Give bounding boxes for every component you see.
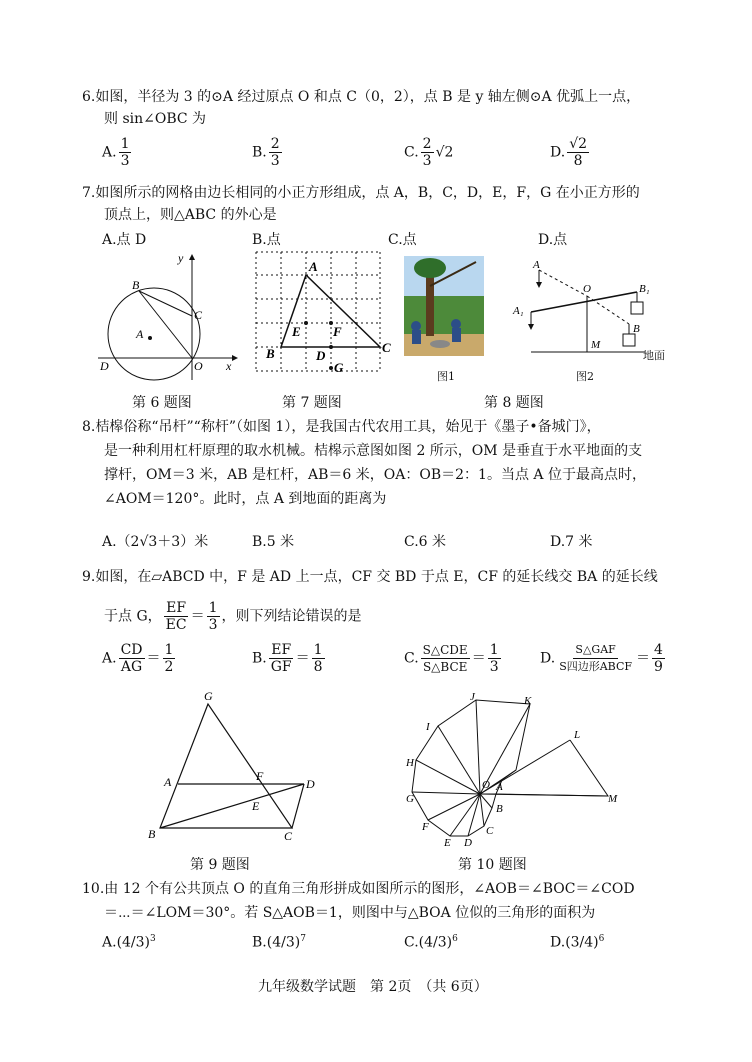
q6-option-d[interactable]: [550, 136, 591, 169]
svg-text:B: B: [496, 803, 503, 815]
figure-q9: [142, 686, 322, 842]
svg-text:L: L: [574, 729, 581, 741]
svg-text:M: M: [591, 339, 601, 351]
q8-option-c[interactable]: C.6 米: [404, 534, 447, 550]
svg-text:D: D: [306, 777, 315, 791]
numerator: 1: [208, 600, 218, 616]
svg-text:C: C: [486, 825, 494, 837]
numerator: CD: [120, 642, 143, 658]
option-label: A.: [102, 144, 117, 161]
svg-text:K: K: [524, 695, 532, 707]
caption-fig2: 图2: [576, 370, 594, 383]
svg-text:E: E: [292, 324, 301, 339]
q8-option-a[interactable]: A.（2√3＋3）米: [102, 534, 209, 550]
svg-text:O: O: [194, 359, 203, 373]
q9-option-a[interactable]: A. $\frac{CD}{AG}$ ＝ $\frac{1}{2}$: [102, 642, 174, 675]
svg-text:H: H: [406, 757, 414, 769]
numerator: 2: [422, 136, 432, 152]
option-label: C.: [404, 934, 419, 951]
svg-text:A: A: [136, 327, 144, 341]
caption-q10: 第 10 题图: [458, 857, 527, 873]
svg-text:G: G: [204, 689, 213, 703]
q8-line4: ∠AOM＝120°。此时，点 A 到地面的距离为: [104, 491, 387, 507]
svg-text:A₁: A₁: [513, 305, 524, 317]
svg-text:D: D: [100, 359, 109, 373]
svg-text:I: I: [426, 721, 430, 733]
denominator: 8: [313, 659, 323, 675]
denominator: AG: [120, 659, 143, 675]
svg-text:G: G: [406, 793, 414, 805]
svg-text:B: B: [132, 278, 140, 292]
svg-text:C: C: [382, 340, 391, 355]
figure-q6: [92, 252, 238, 382]
svg-text:B: B: [633, 323, 640, 335]
denominator: GF: [270, 659, 292, 675]
q7-option-a[interactable]: A.点 D: [102, 232, 147, 248]
svg-text:x: x: [226, 359, 232, 373]
denominator: 3: [489, 659, 499, 675]
text: 于点 G，: [104, 608, 162, 625]
q7-option-d[interactable]: D.点: [538, 232, 568, 248]
caption-q9: 第 9 题图: [190, 857, 250, 873]
figure-q7: [252, 250, 400, 382]
q8-option-d[interactable]: D.7 米: [550, 534, 593, 550]
q10-line1: 10.由 12 个有公共顶点 O 的直角三角形拼成如图所示的图形，∠AOB＝∠BOC＝∠COD: [82, 881, 635, 897]
svg-text:F: F: [333, 324, 342, 339]
svg-text:y: y: [178, 252, 184, 265]
q9-line2: 于点 G， $\frac{EF}{EC}$ ＝ $\frac{1}{3}$ ，则下列结论错误的是: [104, 600, 362, 633]
numerator: 2: [270, 136, 280, 152]
exponent: 6: [452, 934, 458, 944]
denominator: EC: [165, 617, 187, 633]
denominator: S△BCE: [422, 660, 468, 674]
svg-text:A: A: [309, 259, 318, 274]
power-base: (4/3): [266, 934, 301, 951]
svg-text:C: C: [194, 308, 203, 322]
q10-line2: ＝⋯＝∠LOM＝30°。若 S△AOB＝1，则图中与△BOA 位似的三角形的面积为: [104, 905, 596, 921]
option-label: C.: [404, 144, 419, 161]
q6-line2: 则 sin∠OBC 为: [104, 111, 207, 127]
q6-option-a[interactable]: [102, 136, 133, 169]
option-label: B.: [252, 934, 267, 951]
q6-option-c[interactable]: [404, 136, 453, 169]
svg-text:D: D: [464, 837, 472, 846]
q10-option-a[interactable]: [102, 934, 156, 951]
svg-text:O: O: [583, 283, 591, 295]
denominator: 2: [164, 659, 174, 675]
q8-line2: 是一种利用杠杆原理的取水机械。桔槔示意图如图 2 所示，OM 是垂直于水平地面的支: [104, 443, 643, 459]
svg-text:A: A: [164, 775, 172, 789]
q9-line1: 9.如图，在▱ABCD 中，F 是 AD 上一点，CF 交 BD 于点 E，CF 的延长线交 BA 的延长线: [82, 569, 658, 585]
svg-text:D: D: [316, 348, 326, 363]
q7-line2: 顶点上，则△ABC 的外心是: [104, 207, 277, 223]
numerator: 4: [654, 642, 663, 658]
numerator: EF: [166, 600, 187, 616]
q7-option-c[interactable]: C.点: [388, 232, 417, 248]
q7-line1: 7.如图所示的网格由边长相同的小正方形组成，点 A，B，C，D，E，F，G 在小正方形的: [82, 185, 640, 201]
q8-line1: 8.桔槔俗称“吊杆”“称杆”（如图 1），是我国古代农用工具，始见于《墨子•备城门》，: [82, 419, 601, 435]
power-base: (3/4): [565, 934, 599, 951]
q9-option-d[interactable]: D. $\frac{\text{S△GAF}}{\text{S四边形ABCF}}$ ＝ $\frac{4}{9}$: [540, 642, 663, 675]
radical: √2: [435, 144, 454, 161]
numerator: 1: [164, 642, 174, 658]
caption-fig1: 图1: [437, 370, 455, 383]
svg-text:B: B: [266, 346, 275, 361]
denominator: S四边形ABCF: [559, 660, 633, 673]
numerator: 1: [120, 136, 130, 152]
denominator: 8: [573, 153, 583, 169]
svg-text:B₁: B₁: [639, 283, 650, 295]
numerator: EF: [271, 642, 292, 658]
figure-q8-lever: [505, 252, 705, 370]
svg-text:E: E: [444, 837, 451, 846]
numerator: √2: [569, 136, 588, 152]
q6-line1: 6.如图，半径为 3 的⊙A 经过原点 O 和点 C（0，2），点 B 是 y 轴左侧⊙A 优弧上一点，: [82, 89, 641, 105]
denominator: 9: [654, 659, 663, 675]
svg-text:A: A: [496, 781, 503, 793]
svg-text:E: E: [252, 799, 260, 813]
option-label: A.: [102, 934, 117, 951]
denominator: 3: [120, 153, 130, 169]
caption-q6: 第 6 题图: [132, 395, 192, 411]
caption-q7: 第 7 题图: [282, 395, 342, 411]
q8-line3: 撑杆，OM＝3 米，AB 是杠杆，AB＝6 米，OA：OB＝2：1。当点 A 位于最高点时，: [104, 467, 646, 483]
option-label: B.: [252, 144, 267, 161]
figure-q8-picture: [404, 256, 484, 356]
q10-option-c[interactable]: [404, 934, 458, 951]
q9-option-b[interactable]: B. $\frac{EF}{GF}$ ＝ $\frac{1}{8}$: [252, 642, 323, 675]
q6-option-b[interactable]: [252, 136, 284, 169]
option-label: A.: [102, 650, 117, 667]
svg-text:B: B: [148, 827, 156, 841]
page-footer: 九年级数学试题 第 2页 （共 6页）: [258, 979, 488, 995]
figure-q10: [396, 690, 626, 846]
power-base: (4/3): [116, 934, 151, 951]
svg-text:M: M: [608, 793, 618, 805]
svg-text:O: O: [482, 779, 490, 791]
option-label: D.: [550, 934, 566, 951]
q10-option-d[interactable]: [550, 934, 604, 951]
denominator: 3: [422, 153, 432, 169]
power-base: (4/3): [418, 934, 453, 951]
svg-text:C: C: [284, 829, 293, 842]
caption-q8: 第 8 题图: [484, 395, 544, 411]
denominator: 3: [208, 617, 218, 633]
text: ，则下列结论错误的是: [221, 608, 362, 625]
exponent: 6: [598, 934, 605, 944]
svg-text:G: G: [334, 360, 344, 375]
q10-option-b[interactable]: [252, 934, 306, 951]
svg-text:A: A: [533, 259, 540, 271]
svg-text:F: F: [256, 769, 264, 783]
numerator: S△CDE: [422, 643, 468, 657]
q8-option-b[interactable]: B.5 米: [252, 534, 295, 550]
option-label: C.: [404, 650, 419, 667]
numerator: S△GAF: [573, 642, 617, 659]
option-label: D.: [540, 650, 556, 667]
exponent: 7: [300, 934, 306, 944]
option-label: B.: [252, 650, 267, 667]
caption-ground: 地面: [643, 349, 665, 362]
numerator: 1: [313, 642, 323, 658]
q9-option-c[interactable]: C. $\frac{\text{S△CDE}}{\text{S△BCE}}$ ＝ $\frac{1}{3}$: [404, 642, 499, 675]
numerator: 1: [489, 642, 499, 658]
q7-option-b[interactable]: B.点: [252, 232, 281, 248]
denominator: 3: [270, 153, 280, 169]
svg-text:F: F: [422, 821, 429, 833]
exponent: 3: [150, 934, 156, 944]
svg-text:J: J: [470, 691, 475, 703]
option-label: D.: [550, 144, 566, 161]
